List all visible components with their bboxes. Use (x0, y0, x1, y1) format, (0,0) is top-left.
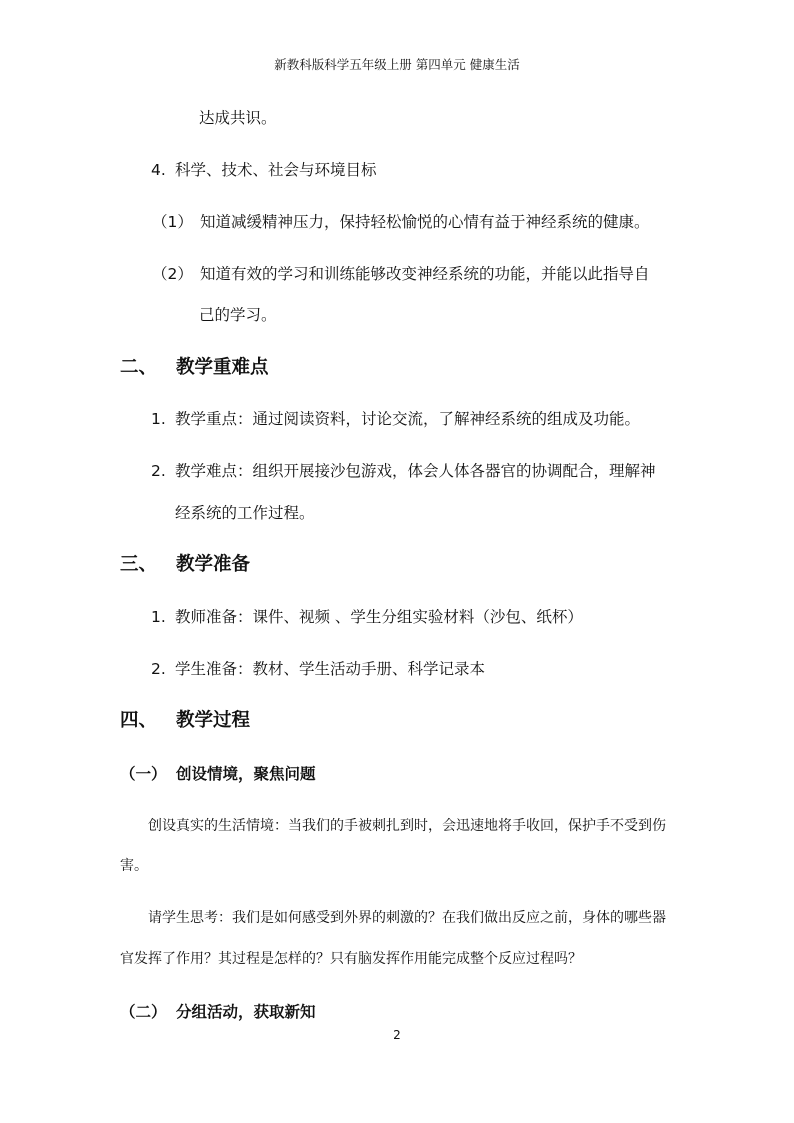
section-2-item-2-text: 教学难点：组织开展接沙包游戏，体会人体各器官的协调配合，理解神 (175, 462, 656, 480)
subsection-2-heading (120, 1002, 316, 1022)
goal-4-2-number: （2） (152, 265, 193, 283)
section-2-item-2-number: 2. (151, 462, 166, 480)
goal-4-1-number: （1） (152, 213, 193, 231)
section-3-item-1 (151, 607, 583, 627)
paragraph-1-line-1: 创设真实的生活情境：当我们的手被刺扎到时，会迅速地将手收回，保护手不受到伤 (148, 818, 666, 834)
section-4-number: 四、 (120, 710, 158, 731)
section-3-item-2-number: 2. (151, 660, 166, 678)
section-4-heading (120, 709, 250, 733)
section-3-item-1-number: 1. (151, 608, 166, 626)
subsection-2-title: 分组活动，获取新知 (176, 1003, 316, 1021)
section-2-item-1 (151, 409, 640, 429)
section-2-title: 教学重难点 (176, 357, 269, 378)
goal-4-number: 4. (151, 161, 166, 179)
goal-4-2-continuation: 己的学习。 (199, 306, 277, 324)
paragraph-1-line-2: 害。 (120, 858, 148, 874)
goal-4-1 (152, 212, 650, 232)
subsection-1-title: 创设情境，聚焦问题 (176, 765, 316, 783)
section-2-heading (120, 356, 269, 380)
paragraph-2-line-2: 官发挥了作用？其过程是怎样的？只有脑发挥作用能完成整个反应过程吗？ (120, 951, 582, 967)
goal-4-2-text: 知道有效的学习和训练能够改变神经系统的功能，并能以此指导自 (200, 265, 650, 283)
goal-4-text: 科学、技术、社会与环境目标 (175, 161, 377, 179)
subsection-1-heading (120, 764, 316, 784)
page-number: 2 (393, 1028, 401, 1042)
section-2-item-2-continuation: 经系统的工作过程。 (175, 504, 315, 522)
goal-4 (151, 160, 377, 180)
goal-4-1-text: 知道减缓精神压力，保持轻松愉悦的心情有益于神经系统的健康。 (200, 213, 650, 231)
section-2-item-1-text: 教学重点：通过阅读资料，讨论交流，了解神经系统的组成及功能。 (175, 410, 641, 428)
section-2-item-1-number: 1. (151, 410, 166, 428)
section-3-item-2-text: 学生准备：教材、学生活动手册、科学记录本 (175, 660, 486, 678)
continuation-text: 达成共识。 (199, 109, 277, 127)
section-4-title: 教学过程 (176, 710, 251, 731)
subsection-2-number: （二） (120, 1003, 167, 1021)
goal-4-2 (152, 264, 650, 284)
section-3-number: 三、 (120, 554, 158, 575)
paragraph-2-line-1: 请学生思考：我们是如何感受到外界的刺激的？在我们做出反应之前，身体的哪些器 (148, 910, 666, 926)
section-2-item-2 (151, 461, 656, 481)
section-3-item-1-text: 教师准备：课件、视频 、学生分组实验材料（沙包、纸杯） (175, 608, 583, 626)
section-3-heading (120, 553, 250, 577)
section-3-item-2 (151, 659, 485, 679)
subsection-1-number: （一） (120, 765, 167, 783)
page-header: 新教科版科学五年级上册 第四单元 健康生活 (274, 57, 520, 72)
section-3-title: 教学准备 (176, 554, 251, 575)
section-2-number: 二、 (120, 357, 158, 378)
